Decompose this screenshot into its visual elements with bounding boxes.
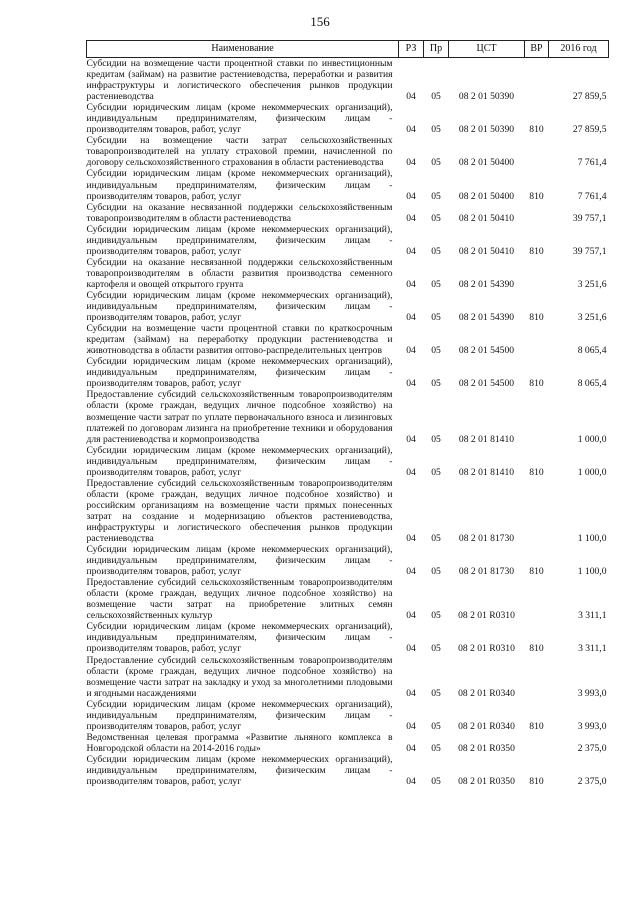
column-header-vr: ВР: [525, 41, 549, 58]
row-vr: [525, 58, 549, 103]
row-name: Субсидии юридическим лицам (кроме некоммерческих организаций), индивидуальным предпринимателям, физическим лицам - производителям товаров, работ, услуг: [86, 698, 393, 732]
row-vr: [525, 202, 549, 224]
row-name: Субсидии на возмещение части процентной ставки по краткосрочным кредитам (займам) на переработку продукции растениеводства и животноводства в области развития оптово-распределительных центров: [86, 323, 393, 357]
row-amount: 2 375,0: [577, 776, 607, 788]
row-name: Субсидии юридическим лицам (кроме некоммерческих организаций), индивидуальным предпринимателям, физическим лицам - производителям товаров, работ, услуг: [86, 223, 393, 257]
table-row: [87, 732, 609, 754]
table-row: [87, 224, 609, 257]
row-cst: 08 2 01 50390: [458, 124, 515, 136]
table-row: [87, 754, 609, 787]
row-pr: 05: [431, 533, 441, 545]
row-amount: 1 100,0: [577, 566, 607, 578]
table-row: [87, 356, 609, 389]
table-row: [87, 445, 609, 478]
row-vr: 810: [529, 190, 544, 202]
row-cst: 08 2 01 R0350: [458, 742, 515, 754]
row-amount: 7 761,4: [577, 190, 607, 202]
row-name: Субсидии юридическим лицам (кроме некоммерческих организаций), индивидуальным предпринимателям, физическим лицам - производителям товаров, работ, услуг: [86, 102, 393, 136]
row-pr: 05: [431, 312, 441, 324]
row-amount: 3 251,6: [577, 312, 607, 324]
row-name: Субсидии юридическим лицам (кроме некоммерческих организаций), индивидуальным предпринимателям, физическим лицам - производителям товаров, работ, услуг: [86, 356, 393, 390]
table-row: [87, 323, 609, 356]
table-header-row: [87, 41, 609, 58]
row-amount: 39 757,1: [572, 245, 607, 257]
row-cst: 08 2 01 50410: [458, 212, 515, 224]
row-rz: 04: [406, 643, 416, 655]
row-name: Предоставление субсидий сельскохозяйственным товаропроизводителям области (кроме граждан, ведущих личное подсобное хозяйство) на возмещение части затрат на закладку и уход за многолетними плодовыми и ягодными насаждениями: [86, 654, 393, 699]
row-rz: 04: [406, 345, 416, 357]
row-rz: 04: [406, 91, 416, 103]
row-name: Субсидии юридическим лицам (кроме некоммерческих организаций), индивидуальным предпринимателям, физическим лицам - производителям товаров, работ, услуг: [86, 168, 393, 202]
row-rz: 04: [406, 687, 416, 699]
table-row: [87, 577, 609, 621]
table-row: [87, 202, 609, 224]
table-row: [87, 257, 609, 290]
row-vr: [525, 323, 549, 356]
table-row: [87, 135, 609, 168]
table-row: [87, 102, 609, 135]
row-cst: 08 2 01 54390: [458, 312, 515, 324]
row-rz: 04: [406, 776, 416, 788]
row-pr: 05: [431, 643, 441, 655]
row-amount: 27 859,5: [572, 124, 607, 136]
row-amount: 3 993,0: [577, 687, 607, 699]
row-cst: 08 2 01 81410: [458, 433, 515, 445]
row-vr: 810: [529, 245, 544, 257]
table-row: [87, 699, 609, 732]
row-rz: 04: [406, 245, 416, 257]
row-pr: 05: [431, 345, 441, 357]
row-vr: 810: [529, 378, 544, 390]
row-cst: 08 2 01 81730: [458, 533, 515, 545]
row-vr: 810: [529, 312, 544, 324]
row-name: Субсидии юридическим лицам (кроме некоммерческих организаций), индивидуальным предпринимателям, физическим лицам - производителям товаров, работ, услуг: [86, 444, 393, 478]
column-header-pr: Пр: [424, 41, 449, 58]
row-name: Субсидии на оказание несвязанной поддержки сельскохозяйственным товаропроизводителям в области растениеводства: [86, 201, 393, 224]
row-pr: 05: [431, 91, 441, 103]
row-name: Субсидии на возмещение части затрат сельскохозяйственных товаропроизводителей на уплату страховой премии, начисленной по договору сельскохозяйственного страхования в области растениеводства: [86, 135, 393, 169]
row-name: Ведомственная целевая программа «Развитие льняного комплекса в Новгородской области на 2014-2016 годы»: [86, 731, 393, 754]
row-rz: 04: [406, 212, 416, 224]
row-name: Предоставление субсидий сельскохозяйственным товаропроизводителям области (кроме граждан, ведущих личное подсобное хозяйство) на возмещение части затрат на приобретение элитных семян сельскохозяйственных культур: [86, 577, 393, 622]
row-pr: 05: [431, 212, 441, 224]
table-row: [87, 290, 609, 323]
row-pr: 05: [431, 776, 441, 788]
row-name: Предоставление субсидий сельскохозяйственным товаропроизводителям области (кроме граждан, ведущих личное подсобное хозяйство) на возмещение части затрат по уплате первоначального взноса и лизинговых платежей по договорам лизинга на приобретение техники и оборудования для растениеводства и кормопроизводства: [86, 389, 393, 445]
table-row: [87, 621, 609, 654]
row-amount: 7 761,4: [577, 157, 607, 169]
row-amount: 1 000,0: [577, 433, 607, 445]
row-amount: 3 251,6: [577, 278, 607, 290]
row-pr: 05: [431, 157, 441, 169]
row-cst: 08 2 01 R0310: [458, 610, 515, 622]
page-number: 156: [310, 14, 330, 29]
row-vr: [525, 732, 549, 754]
table-body: [87, 58, 609, 788]
row-pr: 05: [431, 566, 441, 578]
table-row: [87, 168, 609, 201]
row-cst: 08 2 01 50390: [458, 91, 515, 103]
row-pr: 05: [431, 245, 441, 257]
row-amount: 3 993,0: [577, 720, 607, 732]
row-cst: 08 2 01 54500: [458, 345, 515, 357]
row-name: Субсидии юридическим лицам (кроме некоммерческих организаций), индивидуальным предпринимателям, физическим лицам - производителям товаров, работ, услуг: [86, 753, 393, 788]
row-name: Субсидии юридическим лицам (кроме некоммерческих организаций), индивидуальным предпринимателям, физическим лицам - производителям товаров, работ, услуг: [86, 289, 393, 324]
row-name: Субсидии юридическим лицам (кроме некоммерческих организаций), индивидуальным предпринимателям, физическим лицам - производителям товаров, работ, услуг: [86, 621, 393, 655]
row-pr: 05: [431, 720, 441, 732]
row-rz: 04: [406, 566, 416, 578]
column-header-name: Наименование: [87, 41, 399, 58]
table-row: [87, 655, 609, 699]
table-row: [87, 544, 609, 577]
row-vr: [525, 577, 549, 621]
row-rz: 04: [406, 466, 416, 478]
row-name: Субсидии юридическим лицам (кроме некоммерческих организаций), индивидуальным предпринимателям, физическим лицам - производителям товаров, работ, услуг: [86, 544, 393, 578]
row-amount: 3 311,1: [578, 610, 607, 622]
row-rz: 04: [406, 742, 416, 754]
row-pr: 05: [431, 124, 441, 136]
row-pr: 05: [431, 687, 441, 699]
row-cst: 08 2 01 R0310: [458, 643, 515, 655]
row-cst: 08 2 01 R0340: [458, 687, 515, 699]
row-rz: 04: [406, 312, 416, 324]
row-pr: 05: [431, 378, 441, 390]
row-cst: 08 2 01 50400: [458, 157, 515, 169]
row-amount: 27 859,5: [572, 91, 607, 103]
row-name: Субсидии на оказание несвязанной поддержки сельскохозяйственным товаропроизводителям в области развития производства семенного картофеля и овощей открытого грунта: [86, 256, 393, 290]
row-amount: 1 100,0: [577, 533, 607, 545]
row-amount: 8 065,4: [577, 378, 607, 390]
row-name: Предоставление субсидий сельскохозяйственным товаропроизводителям области (кроме граждан, ведущих личное подсобное хозяйство) и российским организациям на возмещение части прямых понесенных затрат на создание и модернизацию объектов растениеводства, инфраструктуры и логистического обеспечения рынков продукции растениеводства: [86, 477, 393, 545]
table-row: [87, 389, 609, 444]
row-amount: 2 375,0: [577, 742, 607, 754]
row-rz: 04: [406, 720, 416, 732]
row-rz: 04: [406, 190, 416, 202]
row-cst: 08 2 01 81410: [458, 466, 515, 478]
row-cst: 08 2 01 54500: [458, 378, 515, 390]
row-rz: 04: [406, 157, 416, 169]
row-amount: 3 311,1: [578, 643, 607, 655]
row-vr: [525, 135, 549, 168]
row-pr: 05: [431, 466, 441, 478]
row-rz: 04: [406, 124, 416, 136]
table-row: [87, 478, 609, 544]
row-vr: 810: [529, 466, 544, 478]
row-amount: 8 065,4: [577, 345, 607, 357]
row-vr: [525, 655, 549, 699]
row-rz: 04: [406, 278, 416, 290]
row-rz: 04: [406, 533, 416, 545]
column-header-cst: ЦСТ: [449, 41, 525, 58]
row-rz: 04: [406, 378, 416, 390]
row-cst: 08 2 01 81730: [458, 566, 515, 578]
row-cst: 08 2 01 50410: [458, 245, 515, 257]
row-name: Субсидии на возмещение части процентной ставки по инвестиционным кредитам (займам) на развитие растениеводства, переработки и развития инфраструктуры и логистического обеспечения рынков продукции растениеводства: [86, 58, 393, 103]
column-header-year: 2016 год: [549, 41, 609, 58]
row-pr: 05: [431, 278, 441, 290]
row-vr: [525, 478, 549, 544]
row-vr: 810: [529, 124, 544, 136]
row-vr: 810: [529, 776, 544, 788]
column-header-rz: РЗ: [399, 41, 424, 58]
table-row: [87, 58, 609, 103]
row-pr: 05: [431, 433, 441, 445]
row-vr: [525, 389, 549, 444]
budget-table: [86, 40, 609, 787]
row-vr: 810: [529, 720, 544, 732]
row-vr: 810: [529, 566, 544, 578]
row-vr: [525, 257, 549, 290]
row-rz: 04: [406, 610, 416, 622]
row-pr: 05: [431, 742, 441, 754]
row-pr: 05: [431, 190, 441, 202]
row-rz: 04: [406, 433, 416, 445]
row-pr: 05: [431, 610, 441, 622]
row-cst: 08 2 01 54390: [458, 278, 515, 290]
row-cst: 08 2 01 R0340: [458, 720, 515, 732]
row-cst: 08 2 01 R0350: [458, 776, 515, 788]
row-amount: 39 757,1: [572, 212, 607, 224]
row-cst: 08 2 01 50400: [458, 190, 515, 202]
row-vr: 810: [529, 643, 544, 655]
row-amount: 1 000,0: [577, 466, 607, 478]
